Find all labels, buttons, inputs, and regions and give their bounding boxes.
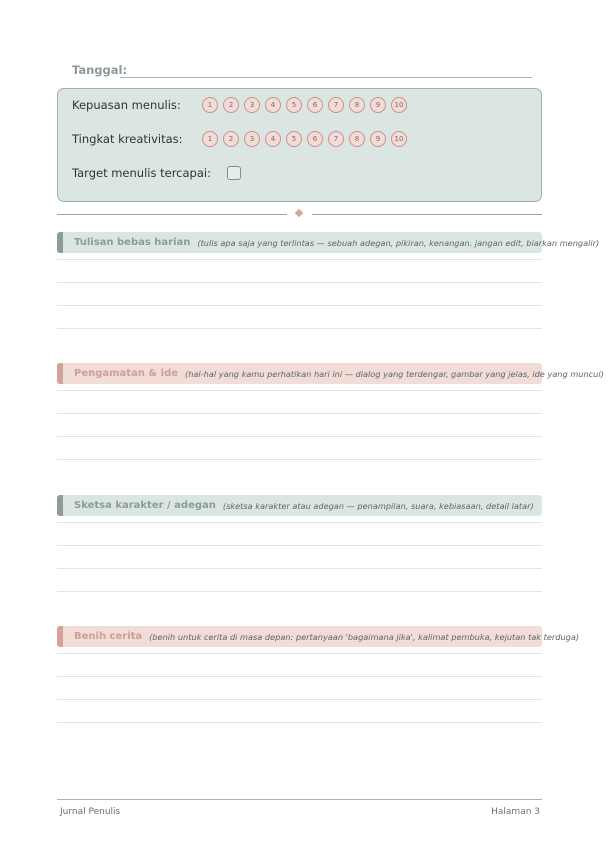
diamond-ornament-icon	[295, 209, 303, 217]
rating-circle[interactable]: 6	[307, 97, 323, 113]
divider-line-left	[57, 214, 287, 215]
target-label: Target menulis tercapai:	[72, 166, 211, 180]
section-accent-bar	[57, 626, 63, 647]
rating-circle[interactable]: 4	[265, 131, 281, 147]
date-input-line[interactable]	[120, 77, 532, 78]
rating-circle[interactable]: 10	[391, 97, 407, 113]
writing-line[interactable]	[57, 676, 542, 677]
ornament-divider	[57, 209, 542, 219]
writing-line[interactable]	[57, 305, 542, 306]
date-row	[72, 62, 532, 80]
rating-circle[interactable]: 1	[202, 97, 218, 113]
rating-circle[interactable]: 10	[391, 131, 407, 147]
target-row	[72, 163, 241, 183]
section-header	[57, 626, 580, 647]
writing-line[interactable]	[57, 545, 542, 546]
section-hint: (sketsa karakter atau adegan — penampilan, suara, kebiasaan, detail latar)	[222, 500, 534, 511]
target-checkbox[interactable]	[227, 166, 241, 180]
section-accent-bar	[57, 495, 63, 516]
rating-circle[interactable]: 8	[349, 131, 365, 147]
section-title: Benih cerita	[74, 631, 143, 642]
creativity-scale	[202, 131, 407, 147]
section-freewriting	[57, 232, 600, 329]
writing-line[interactable]	[57, 459, 542, 460]
rating-circle[interactable]: 5	[286, 97, 302, 113]
creativity-row	[72, 129, 407, 149]
section-accent-bar	[57, 232, 63, 253]
rating-circle[interactable]: 3	[244, 97, 260, 113]
writing-line[interactable]	[57, 436, 542, 437]
divider-line-right	[312, 214, 542, 215]
section-observations	[57, 363, 604, 460]
section-header	[57, 363, 604, 384]
section-hint: (benih untuk cerita di masa depan: pertanyaan 'bagaimana jika', kalimat pembuka, kejutan tak terduga)	[149, 631, 580, 642]
rating-circle[interactable]: 1	[202, 131, 218, 147]
section-title: Sketsa karakter / adegan	[74, 500, 216, 511]
satisfaction-row	[72, 95, 407, 115]
writing-line[interactable]	[57, 413, 542, 414]
footer-journal-name: Jurnal Penulis	[60, 807, 121, 817]
writing-line[interactable]	[57, 522, 542, 523]
writing-line[interactable]	[57, 722, 542, 723]
footer-rule	[57, 799, 542, 800]
writing-line[interactable]	[57, 653, 542, 654]
rating-circle[interactable]: 5	[286, 131, 302, 147]
rating-box	[57, 88, 542, 202]
writing-line[interactable]	[57, 699, 542, 700]
writing-line[interactable]	[57, 390, 542, 391]
section-title: Pengamatan & ide	[74, 368, 179, 379]
rating-circle[interactable]: 2	[223, 97, 239, 113]
section-story-seeds	[57, 626, 580, 723]
rating-circle[interactable]: 8	[349, 97, 365, 113]
section-hint: (hal-hal yang kamu perhatikan hari ini — dialog yang terdengar, gambar yang jelas, ide yang muncul)	[185, 368, 604, 379]
writing-line[interactable]	[57, 591, 542, 592]
footer-page-number: Halaman 3	[491, 807, 540, 817]
rating-circle[interactable]: 9	[370, 131, 386, 147]
writing-line[interactable]	[57, 259, 542, 260]
rating-circle[interactable]: 3	[244, 131, 260, 147]
satisfaction-label: Kepuasan menulis:	[72, 98, 181, 112]
section-hint: (tulis apa saja yang terlintas — sebuah adegan, pikiran, kenangan. jangan edit, biarkan mengalir)	[197, 237, 600, 248]
writing-line[interactable]	[57, 282, 542, 283]
section-header	[57, 232, 600, 253]
rating-circle[interactable]: 7	[328, 97, 344, 113]
satisfaction-scale	[202, 97, 407, 113]
section-header	[57, 495, 542, 516]
section-character-sketch	[57, 495, 542, 592]
writing-line[interactable]	[57, 328, 542, 329]
writing-line[interactable]	[57, 568, 542, 569]
rating-circle[interactable]: 4	[265, 97, 281, 113]
rating-circle[interactable]: 2	[223, 131, 239, 147]
rating-circle[interactable]: 7	[328, 131, 344, 147]
date-label: Tanggal:	[72, 63, 128, 77]
section-accent-bar	[57, 363, 63, 384]
creativity-label: Tingkat kreativitas:	[72, 132, 183, 146]
section-title: Tulisan bebas harian	[74, 237, 191, 248]
rating-circle[interactable]: 9	[370, 97, 386, 113]
rating-circle[interactable]: 6	[307, 131, 323, 147]
